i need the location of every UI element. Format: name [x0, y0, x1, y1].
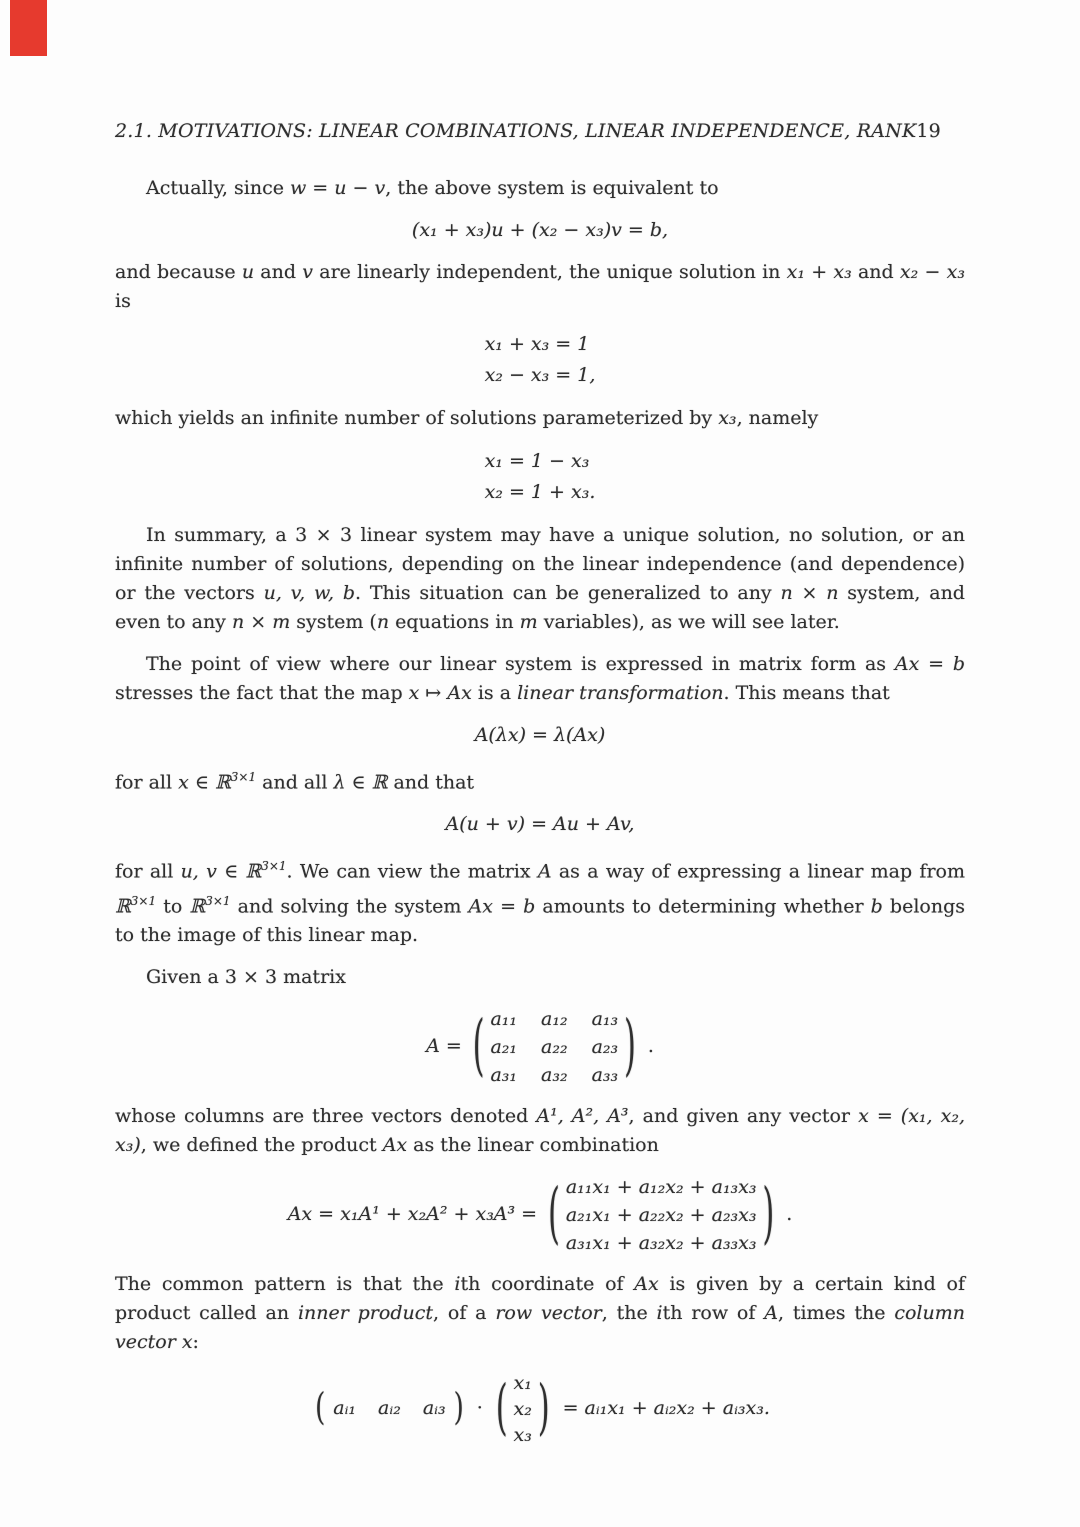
text-run: to	[156, 894, 190, 917]
text-run: Given a 3 × 3 matrix	[146, 965, 346, 988]
text-run: is given by a certain kind of product called an	[115, 1272, 965, 1324]
matrix-cell: a₁₁	[490, 1007, 518, 1030]
vector-cell: x₃	[513, 1423, 532, 1446]
text-run: In summary, a 3 × 3 linear system may have a unique solution, no solution, or an infinite number of solutions, depending on the linear independence (and dependence) or the vectors	[115, 524, 965, 604]
math-run: u, v ∈ ℝ	[180, 860, 262, 883]
column-vector-body	[514, 1370, 532, 1448]
row-vector	[315, 1386, 464, 1431]
paragraph-8	[115, 963, 965, 992]
text-run: as the linear combination	[407, 1133, 659, 1156]
text-run: equations in	[389, 611, 520, 633]
equation-6-matrix	[115, 1005, 965, 1089]
math-run: i	[454, 1272, 461, 1295]
section-header-title: 2.1. MOTIVATIONS: LINEAR COMBINATIONS, LINEAR INDEPENDENCE, RANK	[115, 120, 917, 142]
math-run: n × m	[231, 611, 291, 633]
math-run: n × n	[780, 582, 839, 604]
math-run: A	[764, 1301, 778, 1324]
matrix-cell: a₁₃	[591, 1007, 619, 1030]
math-run: λ ∈ ℝ	[333, 771, 388, 794]
open-paren: (	[472, 1008, 485, 1086]
math-run: x = (x₁, x₂, x₃)	[115, 1104, 966, 1156]
vector-cell: x₂	[513, 1397, 532, 1420]
text-run: and solving the system	[230, 894, 469, 917]
matrix-row: a₁₁x₁ + a₁₂x₂ + a₁₃x₃	[565, 1175, 757, 1198]
text-run: The common pattern is that the	[115, 1272, 455, 1295]
open-paren: (	[315, 1386, 326, 1431]
matrix-cell: a₁₂	[541, 1007, 568, 1030]
paragraph-4	[115, 521, 965, 637]
text-run: . This means that	[723, 682, 890, 704]
open-paren: (	[548, 1176, 560, 1254]
red-annotation-marker	[10, 0, 47, 56]
paragraph-3	[115, 404, 965, 433]
matrix-row: a₃₁x₁ + a₃₂x₂ + a₃₃x₃	[565, 1231, 757, 1254]
superscript-run: 3×1	[261, 859, 287, 874]
vector-cell: aᵢ₁	[333, 1397, 357, 1420]
math-run: A¹, A², A³	[536, 1104, 629, 1127]
text-run: and that	[387, 771, 475, 794]
text-run: for all	[115, 860, 181, 883]
page-number: 19	[916, 120, 941, 142]
math-run: i	[656, 1301, 663, 1324]
math-line: x₁ = 1 − x₃	[484, 450, 590, 472]
punctuation: .	[786, 1203, 793, 1226]
column-vector	[496, 1370, 550, 1448]
text-run: , we defined the product	[140, 1133, 383, 1156]
equation-group	[485, 329, 596, 391]
text-run: , the	[601, 1301, 657, 1324]
equation-1	[115, 216, 965, 245]
matrix-cell: a₂₁	[490, 1035, 518, 1058]
math-run: b	[870, 894, 883, 917]
text-run: is	[115, 290, 131, 312]
text-run: th row of	[662, 1301, 765, 1324]
text-run: belongs to the image of this linear map.	[115, 894, 965, 946]
text-run: and	[851, 261, 900, 283]
paragraph-9	[115, 1102, 965, 1160]
math-run: Ax	[382, 1133, 408, 1156]
text-run: system, and even to any	[115, 582, 965, 633]
text-run: , the above system is equivalent to	[385, 177, 719, 199]
paragraph-7	[115, 852, 965, 950]
math-run: u	[241, 261, 255, 283]
text-run: th coordinate of	[460, 1272, 635, 1295]
paragraph-5	[115, 650, 965, 708]
close-paren: )	[537, 1373, 550, 1444]
matrix	[548, 1173, 774, 1257]
text-run: The point of view where our linear system is expressed in matrix form as	[146, 653, 895, 675]
math-run: ℝ	[189, 894, 206, 917]
matrix	[473, 1005, 636, 1089]
matrix-cell: a₂₃	[591, 1035, 619, 1058]
math-run: u, v, w, b	[263, 582, 355, 604]
text-run: variables), as we will see later.	[537, 611, 840, 633]
equation-2	[115, 329, 965, 391]
matrix-row	[490, 1061, 618, 1089]
open-paren: (	[495, 1373, 508, 1444]
paragraph-10	[115, 1270, 965, 1357]
math-run: A	[537, 860, 552, 883]
text-run: Actually, since	[146, 177, 290, 199]
text-run: and	[254, 261, 303, 283]
matrix-cell: a₃₂	[541, 1063, 568, 1086]
math-line: x₂ − x₃ = 1,	[484, 364, 596, 386]
matrix-row	[490, 1033, 618, 1061]
equation-8	[115, 1370, 965, 1448]
math-run: Ax = x₁A¹ + x₂A² + x₃A³ =	[287, 1203, 538, 1226]
math-run: w = u − v	[290, 177, 386, 199]
running-header	[115, 120, 965, 142]
math-run: Ax = b	[894, 653, 965, 675]
matrix-cell: a₂₂	[541, 1035, 568, 1058]
row-vector-body	[333, 1394, 445, 1423]
matrix-row: a₂₁x₁ + a₂₂x₂ + a₂₃x₃	[565, 1203, 757, 1226]
math-run: Ax	[634, 1272, 659, 1295]
text-run: , of a	[433, 1301, 496, 1324]
matrix-body	[566, 1173, 757, 1257]
math-run: x ∈ ℝ	[178, 771, 231, 794]
equation-4	[115, 721, 965, 750]
matrix-body	[490, 1005, 618, 1089]
emphasis-run: row vector	[495, 1301, 602, 1324]
text-run: stresses the fact that the map	[115, 682, 409, 704]
equation-3	[115, 446, 965, 508]
math-run: m	[519, 611, 538, 633]
close-paren: )	[624, 1008, 636, 1086]
math-run: x₂ − x₃	[899, 261, 965, 283]
math-line: x₂ = 1 + x₃.	[484, 481, 596, 503]
dot-operator: ·	[476, 1397, 483, 1420]
vector-cell: aᵢ₃	[422, 1397, 446, 1420]
emphasis-run: column vector x	[115, 1301, 965, 1353]
text-run: for all	[115, 771, 179, 794]
text-run: system (	[290, 611, 377, 633]
math-run: A(λx) = λ(Ax)	[474, 724, 606, 746]
text-run: , and given any vector	[628, 1104, 859, 1127]
equation-5	[115, 810, 965, 839]
math-run: v	[302, 261, 314, 283]
math-line: x₁ + x₃ = 1	[484, 333, 590, 355]
paragraph-1	[115, 174, 965, 203]
superscript-run: 3×1	[205, 893, 231, 908]
emphasis-run: inner product	[297, 1301, 434, 1324]
math-run: x₁ + x₃	[786, 261, 852, 283]
text-run: and because	[115, 261, 242, 283]
text-run: is a	[471, 682, 518, 704]
vector-cell: x₁	[513, 1371, 532, 1394]
equation-group	[485, 446, 596, 508]
superscript-run: 3×1	[130, 893, 157, 908]
math-run: (x₁ + x₃)u + (x₂ − x₃)v = b,	[411, 219, 669, 241]
paragraph-6	[115, 763, 965, 797]
text-run: amounts to determining whether	[535, 894, 871, 917]
vector-cell: aᵢ₂	[378, 1397, 401, 1420]
text-run: are linearly independent, the unique solution in	[313, 261, 787, 283]
text-run: :	[192, 1330, 199, 1353]
equation-7-matrix	[115, 1173, 965, 1257]
matrix-row	[490, 1005, 618, 1033]
matrix-cell: a₃₃	[591, 1063, 619, 1086]
text-run: . This situation can be generalized to any	[355, 582, 781, 604]
text-run: whose columns are three vectors denoted	[115, 1104, 537, 1127]
text-run: which yields an infinite number of solutions parameterized by	[115, 407, 719, 429]
text-run: , times the	[777, 1301, 895, 1324]
math-run: n	[376, 611, 390, 633]
math-run: A =	[426, 1035, 462, 1058]
text-run: , namely	[736, 407, 819, 429]
math-run: x ↦ Ax	[408, 682, 472, 704]
math-run: Ax = b	[468, 894, 536, 917]
superscript-run: 3×1	[230, 770, 257, 784]
matrix-cell: a₃₁	[490, 1063, 518, 1086]
math-run: x₃	[718, 407, 737, 429]
close-paren: )	[453, 1386, 464, 1431]
math-run: = aᵢ₁x₁ + aᵢ₂x₂ + aᵢ₃x₃.	[562, 1397, 770, 1420]
text-run: . We can view the matrix	[286, 860, 538, 883]
paragraph-2	[115, 258, 965, 316]
math-run: ℝ	[115, 894, 131, 917]
math-run: A(u + v) = Au + Av,	[445, 813, 635, 836]
close-paren: )	[762, 1176, 775, 1254]
text-run: as a way of expressing a linear map from	[551, 860, 966, 883]
emphasis-run: linear transformation	[517, 682, 724, 704]
punctuation: .	[647, 1035, 654, 1058]
text-run: and all	[256, 771, 334, 794]
